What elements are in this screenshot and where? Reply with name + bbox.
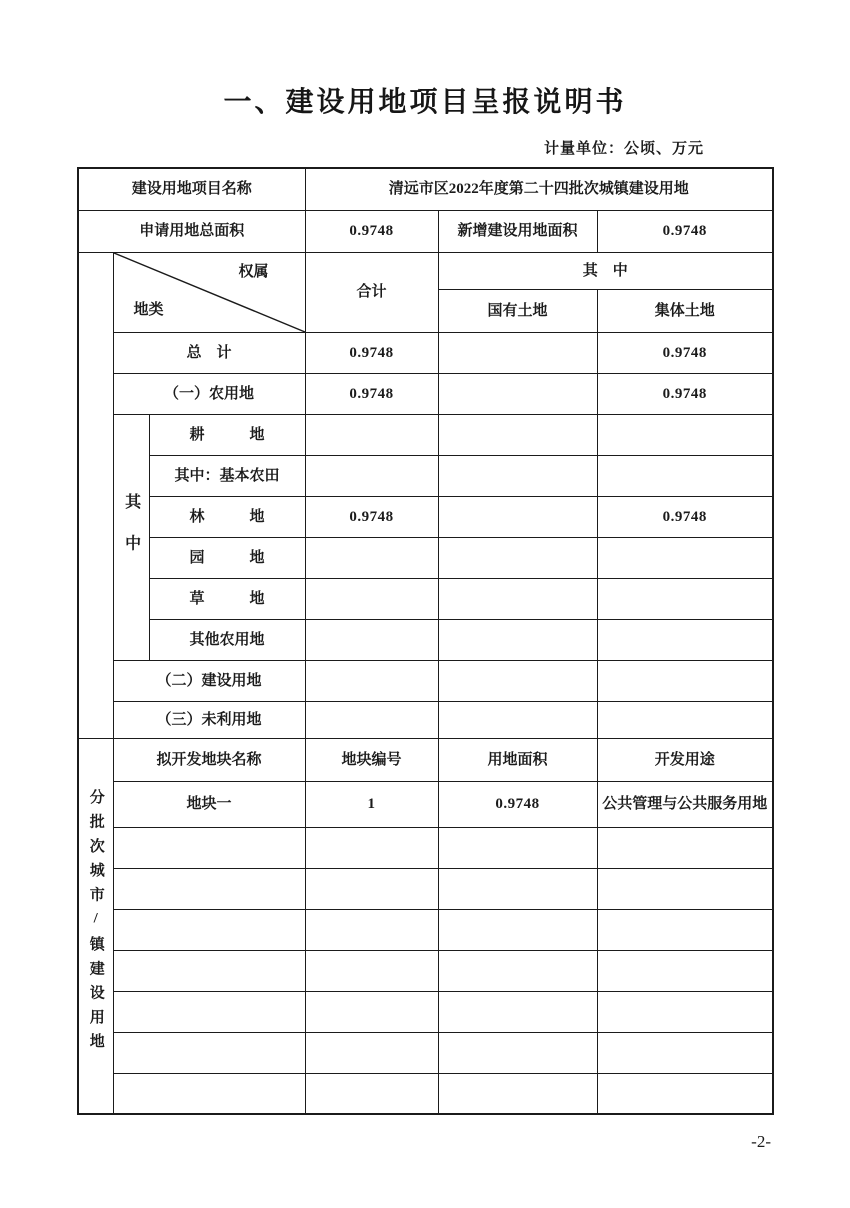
table-row <box>78 738 773 781</box>
page-title: 一、建设用地项目呈报说明书 <box>223 87 627 118</box>
parcel-header-area: 用地面积 <box>438 738 597 781</box>
parcel-name <box>113 1073 305 1114</box>
land-row-total <box>305 537 438 578</box>
parcel-name <box>113 827 305 868</box>
land-row-state <box>438 701 597 738</box>
land-row-total <box>305 701 438 738</box>
table-row <box>78 373 773 414</box>
diagonal-label-ownership: 权属 <box>238 263 269 280</box>
land-row-collective <box>597 701 773 738</box>
parcel-area <box>438 909 597 950</box>
table-row <box>78 868 773 909</box>
land-row-state <box>438 373 597 414</box>
parcel-number <box>305 1073 438 1114</box>
land-row-total <box>305 414 438 455</box>
new-area-value: 0.9748 <box>597 210 773 252</box>
land-row-label: 草 地 <box>149 578 305 619</box>
parcel-area <box>438 827 597 868</box>
table-row <box>78 1073 773 1114</box>
project-name-value: 清远市区2022年度第二十四批次城镇建设用地 <box>305 168 773 210</box>
land-row-collective <box>597 578 773 619</box>
land-row-state <box>438 660 597 701</box>
land-row-total <box>305 578 438 619</box>
parcel-purpose <box>597 827 773 868</box>
land-row-collective: 0.9748 <box>597 373 773 414</box>
spacer-column <box>78 252 113 738</box>
batch-vertical-label: 分批次城市/镇建设用地 <box>87 789 104 1058</box>
land-row-label: 其他农用地 <box>149 619 305 660</box>
land-row-label: （三）未利用地 <box>113 701 305 738</box>
diagonal-divider-line <box>114 253 305 332</box>
table-row <box>78 414 773 455</box>
table-row <box>78 332 773 373</box>
table-row <box>78 827 773 868</box>
parcel-name <box>113 991 305 1032</box>
page-number: -2- <box>751 1132 771 1151</box>
table-row <box>78 909 773 950</box>
among-vertical-label: 其中 <box>122 492 140 577</box>
land-row-state <box>438 496 597 537</box>
parcel-number <box>305 909 438 950</box>
parcel-header-number: 地块编号 <box>305 738 438 781</box>
diagonal-header-cell <box>113 252 305 332</box>
table-row <box>78 781 773 827</box>
parcel-number <box>305 950 438 991</box>
header-collective-column: 集体土地 <box>597 289 773 332</box>
land-row-state <box>438 537 597 578</box>
land-row-state <box>438 455 597 496</box>
parcel-purpose <box>597 1073 773 1114</box>
parcel-area <box>438 991 597 1032</box>
parcel-area <box>438 1073 597 1114</box>
land-row-state <box>438 578 597 619</box>
parcel-header-name: 拟开发地块名称 <box>113 738 305 781</box>
parcel-name <box>113 868 305 909</box>
table-row <box>78 578 773 619</box>
land-row-label: 园 地 <box>149 537 305 578</box>
table-row <box>78 455 773 496</box>
parcel-area <box>438 950 597 991</box>
parcel-purpose: 公共管理与公共服务用地 <box>597 781 773 827</box>
parcel-number <box>305 827 438 868</box>
table-row <box>78 1032 773 1073</box>
measurement-unit-note: 计量单位：公顷、万元 <box>543 141 704 157</box>
table-row <box>78 660 773 701</box>
land-row-label: 总 计 <box>113 332 305 373</box>
parcel-purpose <box>597 868 773 909</box>
parcel-area <box>438 1032 597 1073</box>
land-row-collective <box>597 414 773 455</box>
land-row-label: （二）建设用地 <box>113 660 305 701</box>
land-row-total <box>305 455 438 496</box>
land-row-total: 0.9748 <box>305 332 438 373</box>
header-total-column: 合计 <box>305 252 438 332</box>
parcel-purpose <box>597 909 773 950</box>
parcel-name <box>113 909 305 950</box>
land-row-label: （一）农用地 <box>113 373 305 414</box>
land-row-collective <box>597 537 773 578</box>
parcel-purpose <box>597 950 773 991</box>
parcel-number <box>305 991 438 1032</box>
applied-area-label: 申请用地总面积 <box>78 210 305 252</box>
table-row <box>78 950 773 991</box>
new-area-label: 新增建设用地面积 <box>438 210 597 252</box>
parcel-name: 地块一 <box>113 781 305 827</box>
parcel-name <box>113 1032 305 1073</box>
table-row <box>78 619 773 660</box>
land-row-label: 林 地 <box>149 496 305 537</box>
diagonal-label-land-type: 地类 <box>133 301 164 318</box>
applied-area-value: 0.9748 <box>305 210 438 252</box>
table-row <box>78 537 773 578</box>
land-row-label: 耕 地 <box>149 414 305 455</box>
land-row-total <box>305 660 438 701</box>
land-row-state <box>438 414 597 455</box>
parcel-number <box>305 1032 438 1073</box>
parcel-area <box>438 868 597 909</box>
parcel-area: 0.9748 <box>438 781 597 827</box>
land-row-total: 0.9748 <box>305 373 438 414</box>
land-row-total <box>305 619 438 660</box>
project-name-label: 建设用地项目名称 <box>78 168 305 210</box>
parcel-name <box>113 950 305 991</box>
table-row <box>78 991 773 1032</box>
among-vertical-label-cell <box>113 414 149 660</box>
parcel-purpose <box>597 991 773 1032</box>
land-row-total: 0.9748 <box>305 496 438 537</box>
land-row-state <box>438 332 597 373</box>
land-row-state <box>438 619 597 660</box>
parcel-purpose <box>597 1032 773 1073</box>
header-state-owned-column: 国有土地 <box>438 289 597 332</box>
land-row-collective <box>597 660 773 701</box>
table-row <box>78 701 773 738</box>
parcel-number <box>305 868 438 909</box>
parcel-header-purpose: 开发用途 <box>597 738 773 781</box>
land-row-label: 其中：基本农田 <box>149 455 305 496</box>
header-among-column: 其 中 <box>438 252 773 289</box>
land-row-collective <box>597 619 773 660</box>
land-use-form-table <box>77 167 774 1115</box>
land-row-collective: 0.9748 <box>597 496 773 537</box>
parcel-number: 1 <box>305 781 438 827</box>
batch-vertical-label-cell <box>78 738 113 1114</box>
land-row-collective <box>597 455 773 496</box>
land-row-collective: 0.9748 <box>597 332 773 373</box>
table-row <box>78 496 773 537</box>
